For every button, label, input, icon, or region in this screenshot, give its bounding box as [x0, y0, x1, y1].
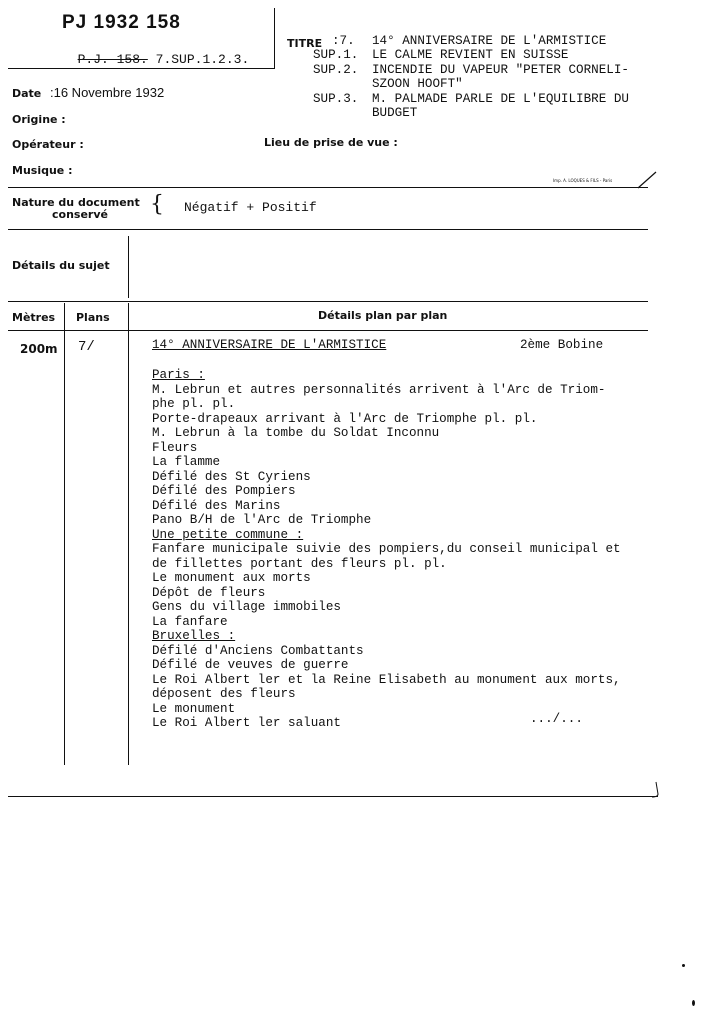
details-line: Porte-drapeaux arrivant à l'Arc de Triomphe pl. pl. — [152, 411, 538, 426]
nature-label-1: Nature du document — [12, 196, 140, 209]
details-line: La flamme — [152, 455, 221, 469]
details-line: Fleurs — [152, 440, 198, 455]
table-top-border — [8, 301, 648, 302]
details-line: Bruxelles : — [152, 629, 236, 643]
details-lines — [152, 368, 621, 731]
musique-label: Musique : — [12, 164, 73, 177]
details-line: La fanfare — [152, 614, 228, 629]
title-1-prefix: :7. — [332, 34, 355, 48]
ref-box-right-border — [274, 8, 275, 68]
reference-old: P.J. 158. — [77, 51, 148, 67]
col-divider-1 — [64, 303, 65, 765]
reference-sup: 7.SUP.1.2.3. — [155, 51, 250, 67]
title-2: LE CALME REVIENT EN SUISSE — [372, 48, 569, 62]
nature-label-2: conservé — [52, 208, 108, 221]
printer-mark: Imp. A. LOQUES & FILS - Paris — [553, 178, 613, 183]
details-line: Dépôt de fleurs — [152, 585, 266, 600]
details-line: Gens du village immobiles — [152, 600, 341, 614]
details-line: Fanfare municipale suivie des pompiers,du conseil municipal et — [152, 542, 621, 556]
col-divider-2 — [128, 303, 129, 765]
scan-speck — [692, 1000, 695, 1006]
col-header-metres: Mètres — [12, 311, 56, 324]
title-4: M. PALMADE PARLE DE L'EQUILIBRE DU — [372, 92, 629, 106]
col-header-plans: Plans — [76, 311, 110, 324]
bottom-corner-stroke — [648, 780, 662, 800]
details-heading: 14° ANNIVERSAIRE DE L'ARMISTICE — [152, 338, 387, 352]
nature-divider — [8, 229, 648, 230]
table-header-border — [8, 330, 648, 331]
details-line: Défilé des Marins — [152, 498, 281, 513]
reference-struck — [62, 38, 249, 67]
origine-label: Origine : — [12, 113, 66, 126]
date-label: Date — [12, 87, 42, 100]
details-line: Défilé d'Anciens Combattants — [152, 643, 364, 658]
details-line: Le Roi Albert ler et la Reine Elisabeth au monument aux morts, — [152, 672, 621, 687]
title-4-prefix: SUP.3. — [313, 92, 359, 106]
title-3-prefix: SUP.2. — [313, 63, 359, 77]
details-sujet-label: Détails du sujet — [12, 259, 110, 272]
scan-speck — [682, 964, 685, 967]
plans-value: 7/ — [78, 339, 95, 355]
details-line: de fillettes portant des fleurs pl. pl. — [152, 556, 447, 571]
handwritten-reference: PJ 1932 158 — [62, 12, 181, 33]
nature-value: Négatif + Positif — [184, 200, 317, 215]
details-line: Le Roi Albert ler saluant — [152, 716, 341, 730]
details-line: Le monument — [152, 701, 236, 716]
title-3-cont: SZOON HOOFT" — [372, 77, 463, 91]
details-line: Paris : — [152, 368, 205, 382]
title-1: 14° ANNIVERSAIRE DE L'ARMISTICE — [372, 34, 607, 48]
bobine-label: 2ème Bobine — [520, 338, 604, 352]
continuation-mark: .../... — [530, 712, 583, 726]
details-line: Le monument aux morts — [152, 571, 311, 585]
col-header-details: Détails plan par plan — [318, 309, 448, 322]
divider-corner-stroke — [636, 170, 660, 190]
metres-value: 200m — [20, 342, 58, 356]
details-line: Défilé de veuves de guerre — [152, 658, 349, 672]
details-line: phe pl. pl. — [152, 397, 236, 411]
details-line: M. Lebrun et autres personnalités arrivent à l'Arc de Triom- — [152, 382, 606, 397]
details-line: Une petite commune : — [152, 527, 304, 542]
title-2-prefix: SUP.1. — [313, 48, 359, 62]
title-3: INCENDIE DU VAPEUR "PETER CORNELI- — [372, 63, 629, 77]
details-line: Défilé des Pompiers — [152, 484, 296, 498]
titre-label: TITRE — [287, 37, 323, 50]
title-4-cont: BUDGET — [372, 106, 418, 120]
details-line: Défilé des St Cyriens — [152, 469, 311, 484]
details-sujet-bracket — [128, 236, 129, 298]
details-line: déposent des fleurs — [152, 687, 296, 701]
nature-brace: { — [150, 192, 164, 217]
operateur-label: Opérateur : — [12, 138, 84, 151]
date-value: :16 Novembre 1932 — [50, 85, 165, 100]
details-line: M. Lebrun à la tombe du Soldat Inconnu — [152, 426, 440, 440]
details-line: Pano B/H de l'Arc de Triomphe — [152, 513, 372, 527]
lieu-label: Lieu de prise de vue : — [264, 136, 398, 149]
ref-box-bottom-border — [8, 68, 275, 69]
bottom-border — [8, 796, 658, 797]
fields-divider — [8, 187, 648, 188]
